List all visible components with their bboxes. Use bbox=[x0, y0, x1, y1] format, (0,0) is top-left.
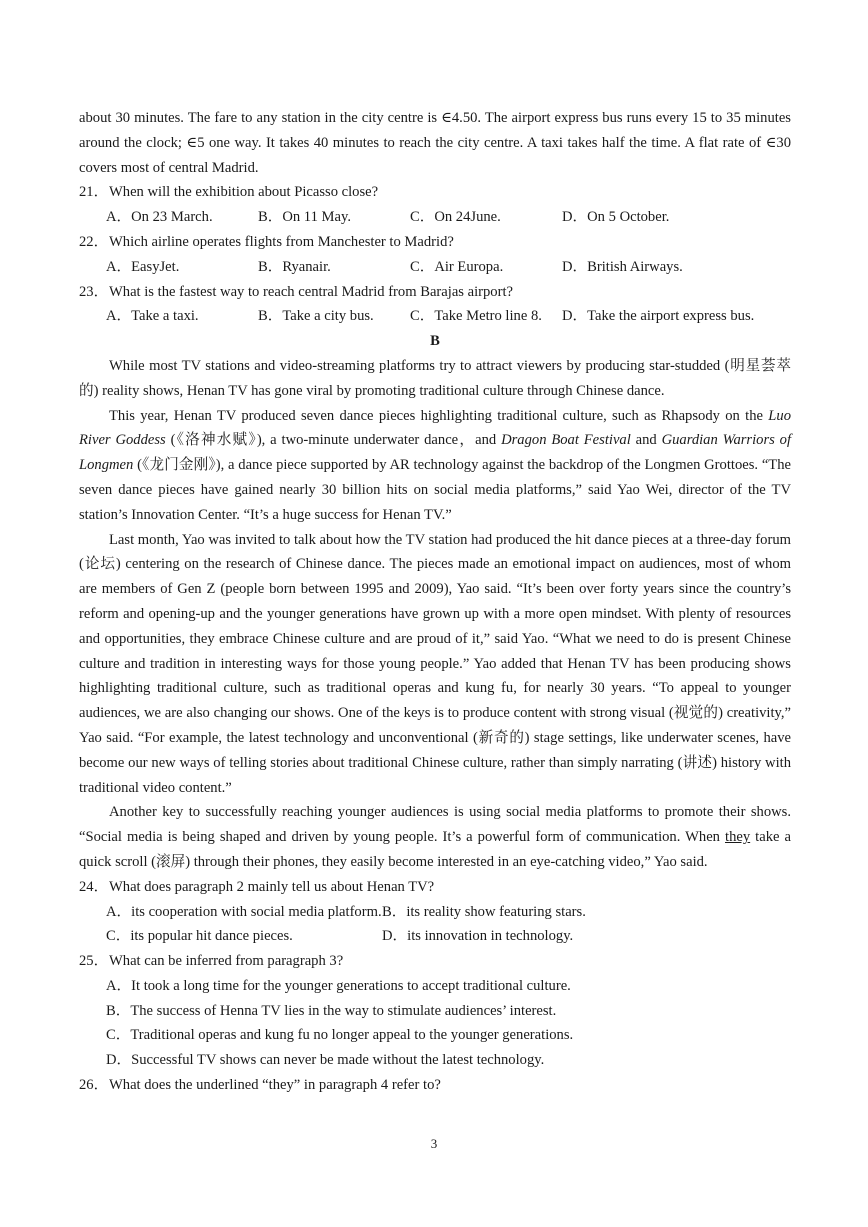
paragraph-2-text: (《洛神水赋》), a two-minute underwater dance，and bbox=[165, 432, 502, 449]
option-c: C．its popular hit dance pieces. bbox=[106, 928, 293, 945]
paragraph-1: While most TV stations and video-streaming platforms try to attract viewers by producing star-studded (明星荟萃的) reality shows, Henan TV has gone viral by promoting traditional culture through Chinese dance. bbox=[79, 357, 791, 399]
paragraph-4-text: Another key to successfully reaching younger audiences is using social media platforms to promote their shows. “Social media is being shaped and driven by young people. It’s a powerful form of communication. When bbox=[79, 804, 791, 846]
options-row bbox=[79, 304, 791, 329]
question-26 bbox=[79, 1073, 791, 1098]
question-number: 24． bbox=[79, 878, 109, 895]
paragraph-4 bbox=[79, 800, 791, 874]
option-d: D．British Airways. bbox=[562, 258, 683, 275]
option-d: D．On 5 October. bbox=[562, 209, 670, 226]
paragraph-2-text: and bbox=[630, 432, 662, 449]
options-row bbox=[79, 900, 791, 925]
option-c: C．Traditional operas and kung fu no longer appeal to the younger generations. bbox=[106, 1027, 574, 1044]
question-text: What does the underlined “they” in paragraph 4 refer to? bbox=[109, 1077, 441, 1094]
option-a: A．On 23 March. bbox=[106, 209, 213, 226]
title-luo-river-goddess: Luo River Goddess bbox=[79, 407, 791, 449]
page-content bbox=[79, 106, 791, 1098]
question-stem bbox=[79, 280, 791, 305]
question-text: Which airline operates flights from Manchester to Madrid? bbox=[109, 233, 454, 250]
passage-a-tail: about 30 minutes. The fare to any station in the city centre is ∈4.50. The airport express bus runs every 15 to 35 minutes around the clock; ∈5 one way. It takes 40 minutes to reach the city centre. A taxi takes half the time. A flat rate of ∈30 covers most of central Madrid. bbox=[79, 110, 791, 176]
section-b-heading: B bbox=[430, 333, 440, 350]
paragraph-4-text: take a quick scroll (滚屏) through their phones, they easily become interested in an eye-catching video,” Yao said. bbox=[79, 829, 791, 870]
question-text: What can be inferred from paragraph 3? bbox=[109, 953, 344, 970]
paragraph-3: Last month, Yao was invited to talk about how the TV station had produced the hit dance pieces at a three-day forum (论坛) centering on the research of Chinese dance. The pieces made an emotional impact on audiences, most of whom are members of Gen Z (people born between 1995 and 2009), Yao said. “It’s been over forty years since the country’s reform and opening-up and the younger generations have grown up with a more open mindset. With plenty of resources and opportunities, they embrace Chinese culture and are proud of it,” said Yao. “What we need to do is present Chinese culture and tradition in interesting ways for those young people.” Yao added that Henan TV has been producing shows highlighting traditional culture, such as traditional operas and kung fu, for nearly 30 years. “To appeal to younger audiences, we are also changing our shows. One of the keys is to produce content with strong visual (视觉的) creativity,” Yao said. “For example, the latest technology and unconventional (新奇的) stage settings, like underwater scenes, have become our new ways of telling stories about traditional Chinese culture, rather than simply narrating (讲述) history with traditional video content.” bbox=[79, 531, 791, 796]
option-a: A．It took a long time for the younger generations to accept traditional culture. bbox=[106, 977, 571, 994]
question-number: 22． bbox=[79, 233, 109, 250]
option-a: A．EasyJet. bbox=[106, 258, 180, 275]
underlined-they: they bbox=[725, 829, 751, 846]
question-24 bbox=[79, 875, 791, 949]
question-text: What is the fastest way to reach central Madrid from Barajas airport? bbox=[109, 283, 514, 300]
option-b: B．its reality show featuring stars. bbox=[382, 903, 586, 920]
question-text: When will the exhibition about Picasso close? bbox=[109, 184, 379, 201]
question-stem bbox=[79, 875, 791, 900]
option-b: B．Take a city bus. bbox=[258, 308, 374, 325]
option-b: B．The success of Henna TV lies in the way to stimulate audiences’ interest. bbox=[106, 1002, 557, 1019]
option-c: C．Air Europa. bbox=[410, 258, 504, 275]
question-stem bbox=[79, 1073, 791, 1098]
option-b: B．On 11 May. bbox=[258, 209, 351, 226]
options-list bbox=[79, 974, 791, 1073]
page-number: 3 bbox=[430, 1136, 438, 1151]
question-number: 23． bbox=[79, 283, 109, 300]
options-row bbox=[79, 924, 791, 949]
question-text: What does paragraph 2 mainly tell us about Henan TV? bbox=[109, 878, 435, 895]
question-21 bbox=[79, 180, 791, 230]
paragraph-2 bbox=[79, 404, 791, 528]
question-stem bbox=[79, 230, 791, 255]
option-a: A．its cooperation with social media platform. bbox=[106, 903, 382, 920]
question-25 bbox=[79, 949, 791, 1073]
option-d: D．Take the airport express bus. bbox=[562, 308, 755, 325]
question-stem bbox=[79, 180, 791, 205]
option-a: A．Take a taxi. bbox=[106, 308, 199, 325]
option-d: D．Successful TV shows can never be made without the latest technology. bbox=[106, 1052, 545, 1069]
question-number: 25． bbox=[79, 953, 109, 970]
options-row bbox=[79, 205, 791, 230]
question-23 bbox=[79, 280, 791, 330]
question-22 bbox=[79, 230, 791, 280]
paragraph-2-text: This year, Henan TV produced seven dance pieces highlighting traditional culture, such as Rhapsody on the bbox=[109, 407, 769, 424]
options-row bbox=[79, 255, 791, 280]
option-b: B．Ryanair. bbox=[258, 258, 331, 275]
title-dragon-boat-festival: Dragon Boat Festival bbox=[501, 432, 631, 449]
option-c: C．Take Metro line 8. bbox=[410, 308, 542, 325]
question-stem bbox=[79, 949, 791, 974]
question-number: 26． bbox=[79, 1077, 109, 1094]
question-number: 21． bbox=[79, 184, 109, 201]
option-d: D．its innovation in technology. bbox=[382, 928, 574, 945]
paragraph-2-text: (《龙门金刚》), a dance piece supported by AR technology against the backdrop of the Longmen Grottoes. “The seven dance pieces have gained nearly 30 billion hits on social media platforms,” said Yao Wei, director of the TV station’s Innovation Center. “It’s a huge success for Henan TV.” bbox=[79, 457, 791, 523]
title-guardian-warriors: Guardian Warriors of Longmen bbox=[79, 432, 792, 474]
option-c: C．On 24June. bbox=[410, 209, 501, 226]
